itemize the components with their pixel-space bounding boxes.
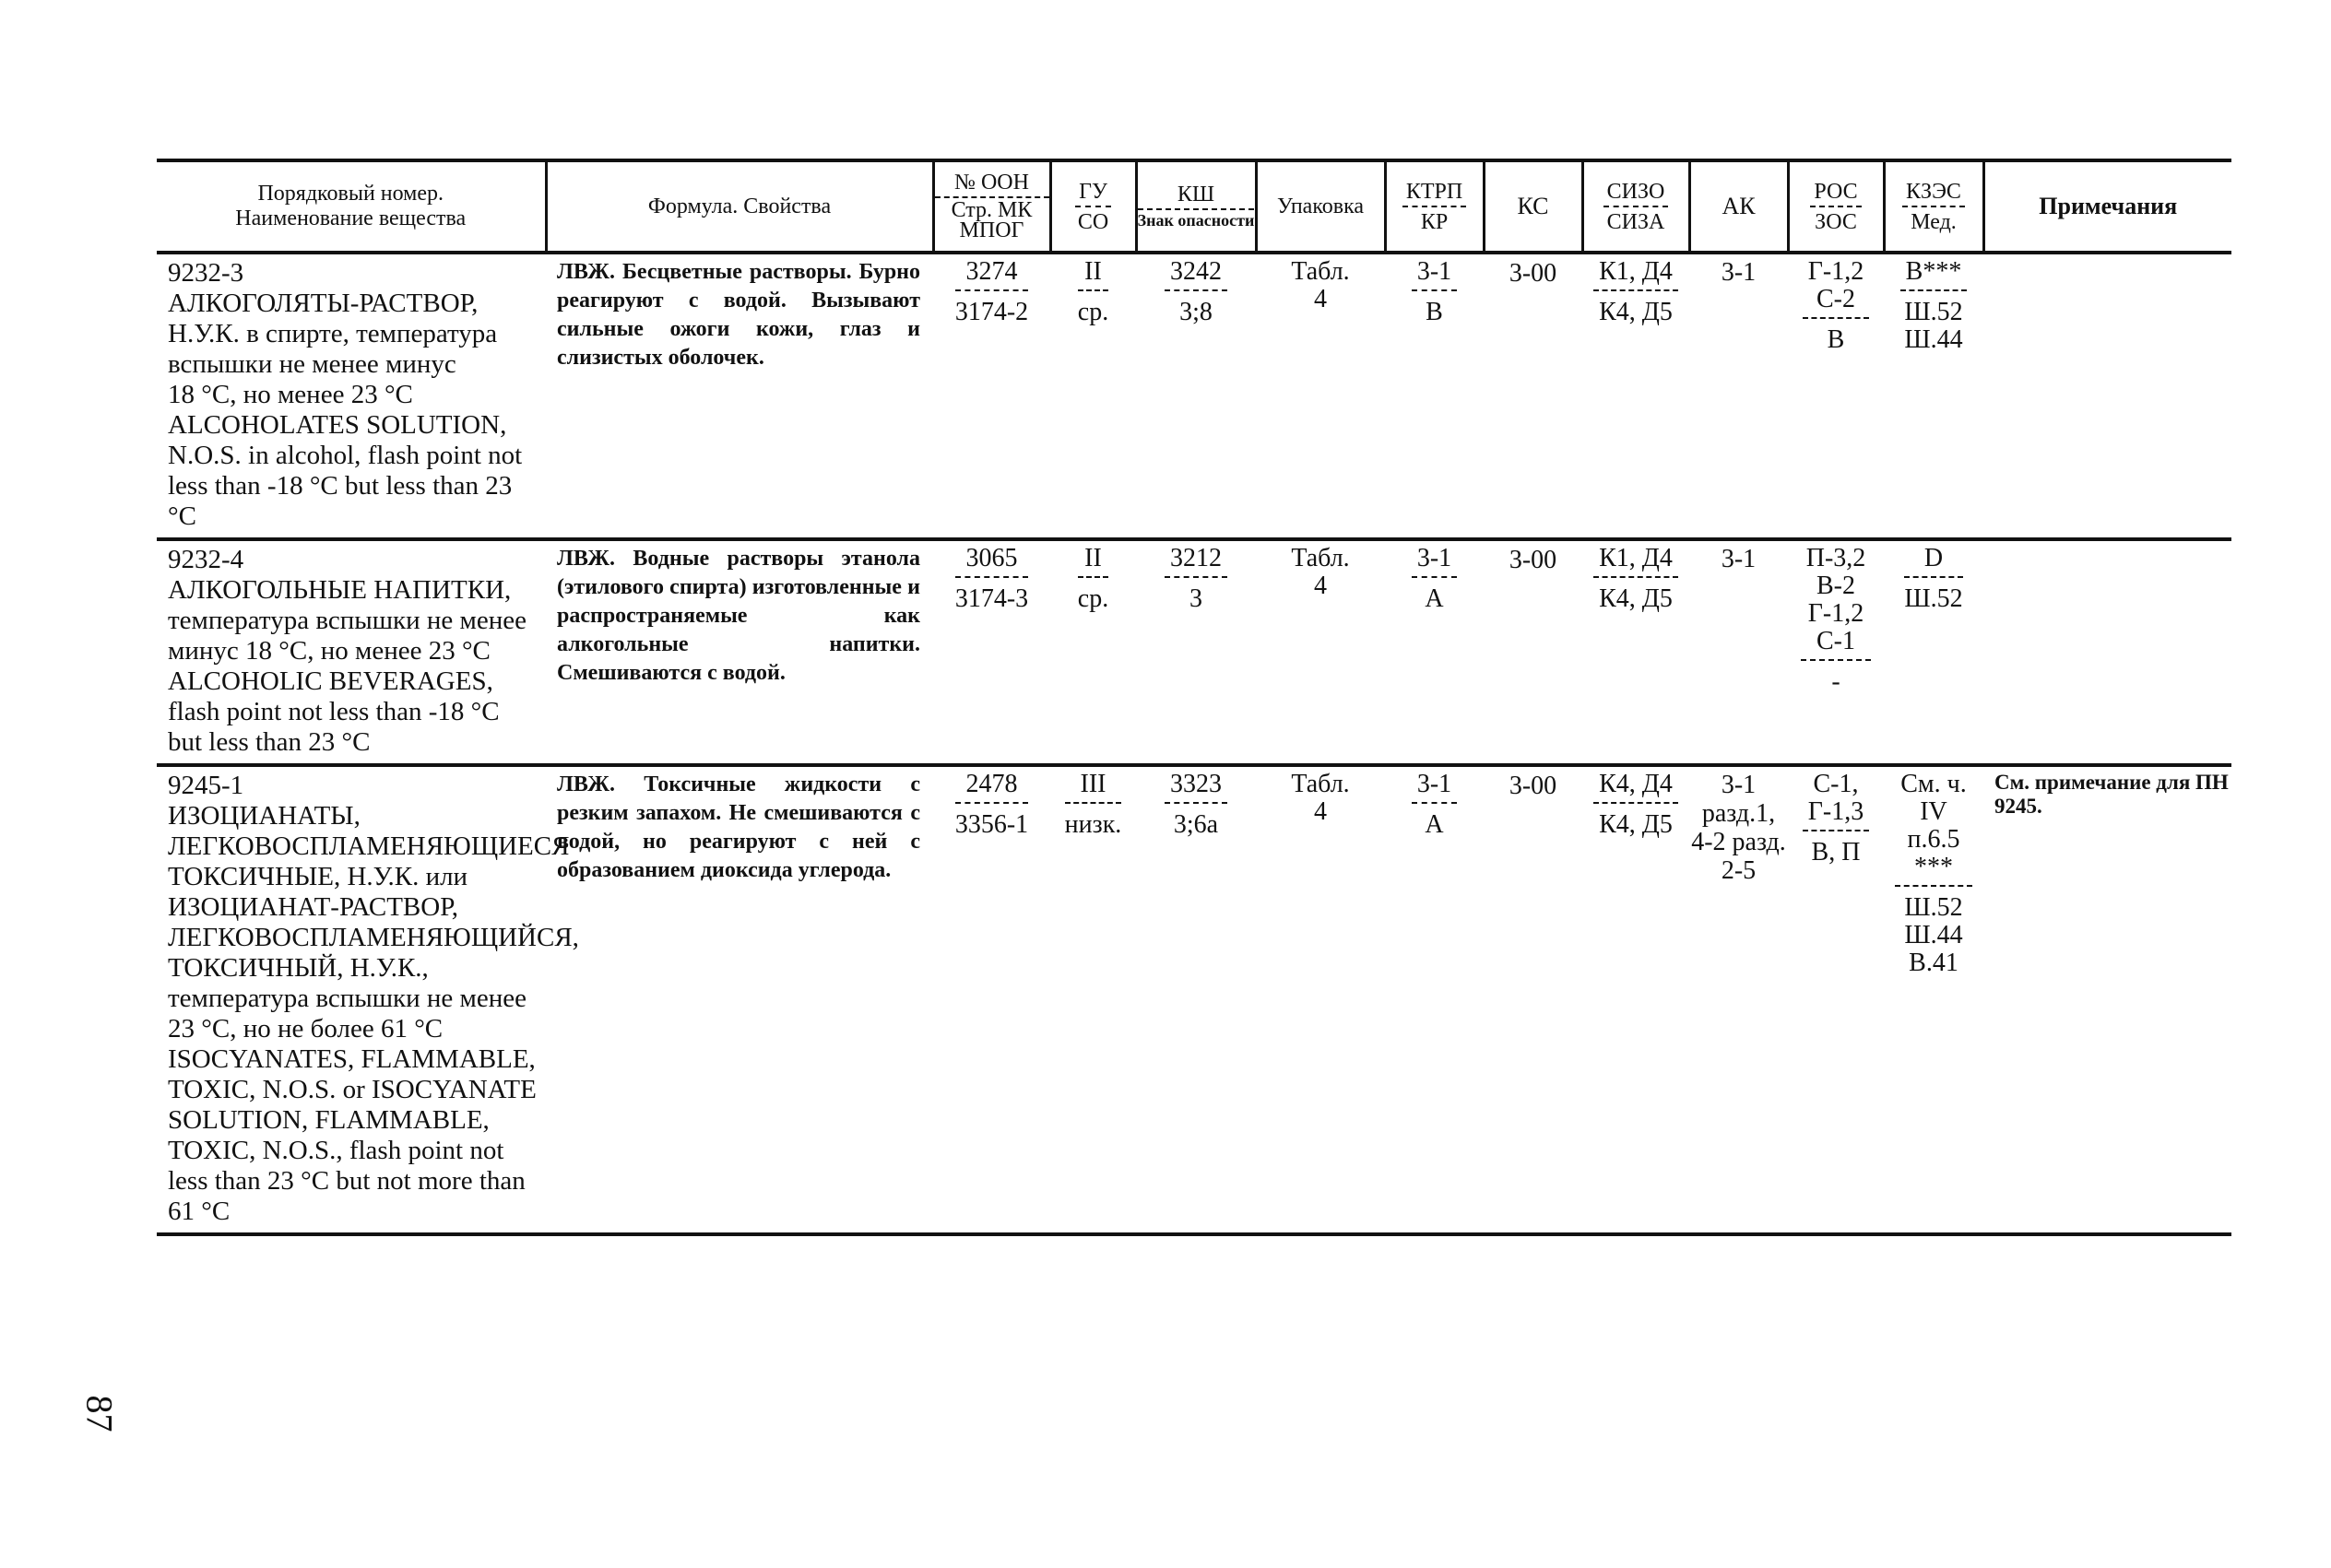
ros-cell [1788, 539, 1884, 765]
kzes-bottom-line: В.41 [1909, 949, 1958, 977]
sizo-fraction [1593, 258, 1678, 326]
un-number-fraction [955, 771, 1028, 839]
gu-cell [1050, 765, 1136, 1234]
header-gu [1050, 160, 1136, 253]
ros-fraction [1801, 545, 1872, 696]
ros-top [1801, 545, 1872, 661]
ksh-cell [1136, 253, 1256, 539]
header-ak-label: АК [1722, 192, 1756, 219]
un-number-bottom: 3174-3 [954, 584, 1029, 613]
kzes-line: См. ч. [1900, 770, 1967, 798]
un-number-fraction [955, 545, 1028, 613]
ks-cell: 3-00 [1484, 765, 1582, 1234]
ktrp-fraction [1412, 545, 1457, 613]
ktrp-bottom: В [1426, 298, 1443, 326]
ksh-top: 3212 [1165, 545, 1227, 578]
sizo-bottom: К4, Д5 [1599, 810, 1673, 839]
ksh-fraction [1165, 545, 1227, 613]
ak-cell: 3-1 [1689, 539, 1788, 765]
gu-fraction [1078, 545, 1108, 613]
sizo-cell [1582, 539, 1689, 765]
ktrp-cell [1385, 253, 1484, 539]
ros-line: С-2 [1816, 285, 1855, 313]
un-number-bottom: 3356-1 [954, 810, 1029, 839]
kzes-top [1900, 258, 1968, 291]
ksh-bottom: 3;8 [1179, 298, 1213, 326]
header-ks [1484, 160, 1582, 253]
un-number-top: 3274 [955, 258, 1028, 291]
properties-cell: ЛВЖ. Бесцветные растворы. Бурно реагируют с водой. Вызывают сильные ожоги кожи, глаз и слизистых оболочек. [546, 253, 933, 539]
ros-fraction [1803, 771, 1870, 867]
header-ks-label: КС [1517, 192, 1549, 219]
substance-name-line: АЛКОГОЛЬНЫЕ НАПИТКИ, [168, 575, 512, 605]
packaging-line-2: 4 [1314, 285, 1327, 313]
kzes-bottom-line: Ш.52 [1904, 584, 1963, 613]
kzes-bottom [1904, 578, 1962, 613]
gu-bottom: низк. [1064, 810, 1122, 839]
sizo-fraction [1593, 771, 1678, 839]
properties-cell: ЛВЖ. Водные растворы этанола (этилового спирта) изготовленные и распространяемые как алкогольные напитки. Смешиваются с водой. [546, 539, 933, 765]
table-row [157, 539, 2231, 765]
ros-line: Г-1,2 [1807, 599, 1864, 628]
gu-top: II [1078, 545, 1108, 578]
header-ros-bottom: ЗОС [1815, 209, 1857, 234]
packaging-line-2: 4 [1314, 797, 1327, 826]
kzes-bottom-line: Ш.44 [1904, 921, 1963, 949]
packaging-line-2: 4 [1314, 572, 1327, 600]
ros-top [1803, 258, 1870, 319]
packaging-cell [1256, 765, 1385, 1234]
ros-cell [1788, 765, 1884, 1234]
gu-cell [1050, 539, 1136, 765]
un-number-bottom: 3174-2 [954, 298, 1029, 326]
header-un-bottom: Стр. МК МПОГ [951, 198, 1033, 242]
header-sizo-top: СИЗО [1603, 179, 1669, 207]
header-pack [1256, 160, 1385, 253]
kzes-fraction [1904, 545, 1962, 613]
substance-name-line: ISOCYANATES, FLAMMABLE, TOXIC, N.O.S. or ISOCYANATE SOLUTION, FLAMMABLE, TOXIC, N.O.S., flash point not less than 23 °C but not more than 61 °C [168, 1044, 537, 1226]
sizo-fraction [1593, 545, 1678, 613]
substance-name-line: Н.У.К. в спирте, температура вспышки не менее минус [168, 319, 498, 379]
header-sizo-bottom: СИЗА [1606, 209, 1665, 234]
properties-cell: ЛВЖ. Токсичные жидкости с резким запахом. Не смешиваются с водой, но реагируют с ней с образованием диоксида углерода. [546, 765, 933, 1234]
notes-cell [1983, 539, 2231, 765]
gu-bottom: ср. [1077, 584, 1109, 613]
ros-line: П-3,2 [1805, 544, 1866, 572]
header-notes-label: Примечания [2039, 192, 2178, 219]
ros-line: Г-1,3 [1807, 797, 1864, 826]
ktrp-top: 3-1 [1412, 545, 1457, 578]
un-number-top: 2478 [955, 771, 1028, 804]
packaging-line-1: Табл. [1291, 770, 1350, 798]
dangerous-goods-table [157, 159, 2231, 1236]
header-kzes [1884, 160, 1983, 253]
table-row [157, 765, 2231, 1234]
substance-name-line: 18 °С, но менее 23 °С [168, 380, 413, 409]
ksh-fraction [1165, 258, 1227, 326]
header-kzes-bottom: Мед. [1911, 209, 1957, 234]
substance-name-line: 9232-3 [168, 258, 244, 288]
un-number-top: 3065 [955, 545, 1028, 578]
gu-top: III [1065, 771, 1122, 804]
substance-name-line: температура вспышки не менее минус 18 °С, но менее 23 °С [168, 606, 527, 666]
packaging-cell [1256, 539, 1385, 765]
substance-name-line: ALCOHOLIC BEVERAGES, flash point not less than -18 °C but less than 23 °C [168, 666, 500, 757]
kzes-cell [1884, 253, 1983, 539]
ksh-cell [1136, 765, 1256, 1234]
sizo-bottom: К4, Д5 [1599, 584, 1673, 613]
kzes-top [1904, 545, 1962, 578]
kzes-bottom-line: Ш.44 [1904, 325, 1963, 354]
ksh-top: 3242 [1165, 258, 1227, 291]
table-row [157, 253, 2231, 539]
ros-line: С-1 [1816, 627, 1855, 655]
ros-fraction [1803, 258, 1870, 354]
ros-line: Г-1,2 [1807, 257, 1864, 286]
ksh-top: 3323 [1165, 771, 1227, 804]
sizo-top: К1, Д4 [1593, 545, 1678, 578]
kzes-cell [1884, 765, 1983, 1234]
un-number-fraction [955, 258, 1028, 326]
header-formula [546, 160, 933, 253]
ktrp-fraction [1412, 258, 1457, 326]
header-notes [1983, 160, 2231, 253]
ktrp-fraction [1412, 771, 1457, 839]
header-ktrp [1385, 160, 1484, 253]
ros-bottom: В [1827, 325, 1845, 354]
ros-bottom: - [1831, 667, 1840, 696]
gu-cell [1050, 253, 1136, 539]
header-ktrp-bottom: КР [1420, 209, 1449, 234]
kzes-cell [1884, 539, 1983, 765]
sizo-top: К4, Д4 [1593, 771, 1678, 804]
ksh-bottom: 3;6а [1173, 810, 1219, 839]
page-number: 87 [78, 1395, 121, 1432]
table-body [157, 253, 2231, 1234]
header-un-top: № ООН [935, 170, 1049, 198]
ksh-bottom: 3 [1189, 584, 1202, 613]
substance-name-line: ALCOHOLATES SOLUTION, N.O.S. in alcohol, flash point not less than -18 °C but less than 23 °C [168, 410, 523, 531]
substance-name-line: ИЗОЦИАНАТЫ, ЛЕГКОВОСПЛАМЕНЯЮЩИЕСЯ ТОКСИЧНЫЕ, Н.У.К. или ИЗОЦИАНАТ-РАСТВОР, ЛЕГКОВОСПЛАМЕНЯЮЩИЙСЯ, ТОКСИЧНЫЙ, Н.У.К., температура вспышки не менее 23 °С, но не более 61 °С [168, 801, 579, 1043]
ktrp-bottom: А [1425, 584, 1444, 613]
sizo-bottom: К4, Д5 [1599, 298, 1673, 326]
substance-name-cell [157, 539, 546, 765]
sizo-top: К1, Д4 [1593, 258, 1678, 291]
gu-bottom: ср. [1077, 298, 1109, 326]
ktrp-top: 3-1 [1412, 258, 1457, 291]
table-header-row [157, 160, 2231, 253]
header-ksh [1136, 160, 1256, 253]
ktrp-bottom: А [1425, 810, 1444, 839]
header-ak [1689, 160, 1788, 253]
sizo-cell [1582, 765, 1689, 1234]
kzes-fraction [1895, 771, 1971, 977]
ros-line: С-1, [1813, 770, 1859, 798]
kzes-top [1895, 771, 1971, 887]
ktrp-top: 3-1 [1412, 771, 1457, 804]
kzes-bottom-line: Ш.52 [1904, 298, 1963, 326]
packaging-cell [1256, 253, 1385, 539]
gu-fraction [1078, 258, 1108, 326]
substance-name-line: 9245-1 [168, 771, 244, 800]
ak-cell: 3-1 разд.1, 4-2 разд. 2-5 [1689, 765, 1788, 1234]
ros-line: В-2 [1816, 572, 1855, 600]
header-ros [1788, 160, 1884, 253]
ktrp-cell [1385, 539, 1484, 765]
kzes-bottom [1900, 291, 1968, 354]
sizo-cell [1582, 253, 1689, 539]
header-un-number [933, 160, 1050, 253]
packaging-line-1: Табл. [1291, 544, 1350, 572]
un-number-cell [933, 765, 1050, 1234]
header-sizo [1582, 160, 1689, 253]
kzes-line: п.6.5 [1907, 825, 1960, 854]
header-ros-top: РОС [1810, 179, 1861, 207]
kzes-line: В*** [1905, 257, 1962, 286]
packaging-line-1: Табл. [1291, 257, 1350, 286]
gu-top: II [1078, 258, 1108, 291]
un-number-cell [933, 539, 1050, 765]
header-ksh-top: КШ [1138, 182, 1255, 210]
header-formula-label: Формула. Свойства [647, 194, 832, 218]
substance-name-cell [157, 765, 579, 1234]
un-number-cell [933, 253, 1050, 539]
kzes-line: IV [1920, 797, 1947, 826]
ak-cell: 3-1 [1689, 253, 1788, 539]
substance-name-cell [157, 253, 546, 539]
substance-name-line: АЛКОГОЛЯТЫ-РАСТВОР, [168, 289, 479, 318]
header-kzes-top: КЗЭС [1902, 179, 1965, 207]
header-ktrp-top: КТРП [1402, 179, 1466, 207]
header-name-label: Порядковый номер. Наименование вещества [235, 182, 467, 230]
ks-cell: 3-00 [1484, 539, 1582, 765]
gu-fraction [1065, 771, 1122, 839]
ktrp-cell [1385, 765, 1484, 1234]
ros-top [1803, 771, 1870, 831]
ks-cell: 3-00 [1484, 253, 1582, 539]
ros-bottom: В, П [1811, 838, 1861, 867]
kzes-line: *** [1913, 853, 1953, 881]
substance-name-line: 9232-4 [168, 545, 244, 574]
kzes-bottom-line: Ш.52 [1904, 893, 1963, 922]
header-gu-bottom: СО [1077, 209, 1109, 234]
ksh-fraction [1165, 771, 1227, 839]
notes-cell: См. примечание для ПН 9245. [1983, 765, 2231, 1234]
ksh-cell [1136, 539, 1256, 765]
kzes-fraction [1900, 258, 1968, 354]
header-gu-top: ГУ [1075, 179, 1111, 207]
header-name [157, 160, 546, 253]
notes-cell [1983, 253, 2231, 539]
ros-cell [1788, 253, 1884, 539]
header-ksh-bottom: Знак опасности [1137, 210, 1255, 230]
kzes-line: D [1923, 544, 1944, 572]
header-pack-label: Упаковка [1276, 194, 1365, 218]
kzes-bottom [1895, 887, 1971, 977]
